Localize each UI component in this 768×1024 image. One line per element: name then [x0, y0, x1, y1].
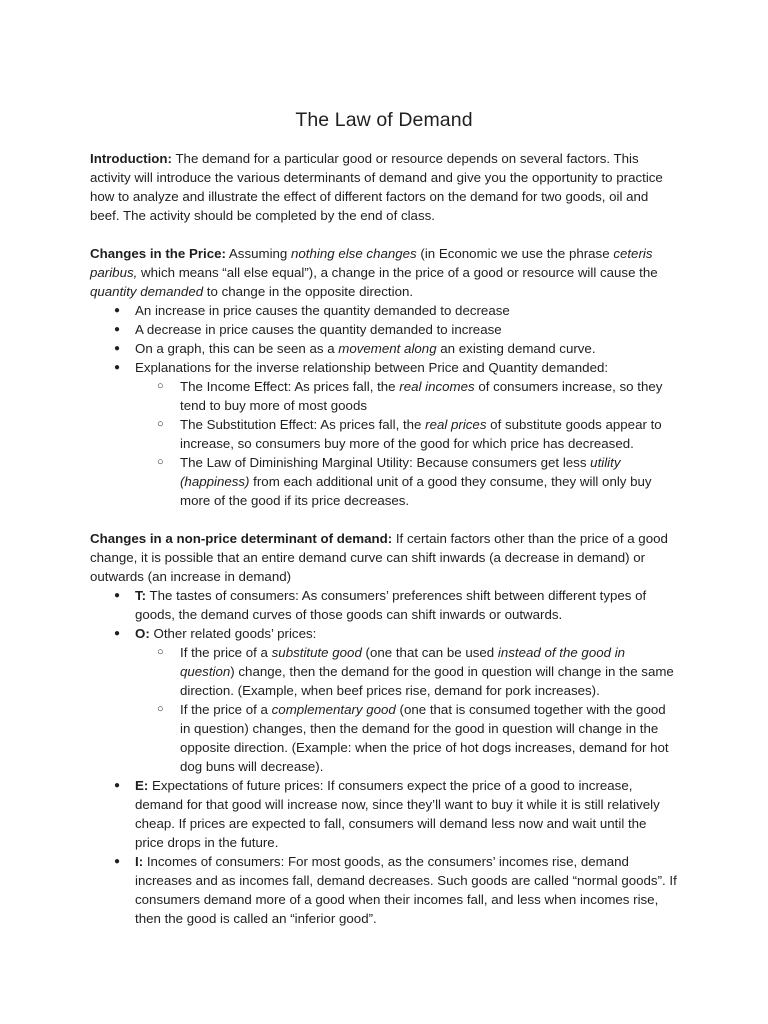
bullet-label: I:: [135, 854, 144, 869]
text-span: Assuming: [225, 246, 292, 261]
list-item-text: A decrease in price causes the quantity demanded to increase: [135, 322, 502, 337]
emphasis-text: movement along: [338, 341, 437, 356]
sub-bullet-list: [135, 643, 678, 776]
list-item-text: ) change, then the demand for the good in question will change in the same direction. (Example, when beef prices rise, demand for pork increases).: [180, 664, 674, 698]
text-span: If certain factors other than the price of a good change, it is possible that an entire demand curve can shift inwards (a decrease in demand) or outwards (an increase in demand): [90, 531, 668, 584]
introduction-paragraph: [90, 149, 678, 225]
sub-list-item: [135, 377, 678, 415]
emphasis-text: real incomes: [399, 379, 475, 394]
page-title: The Law of Demand: [295, 109, 473, 131]
price-changes-section: [90, 244, 678, 510]
sub-bullet-list: [135, 377, 678, 510]
list-item-text: The tastes of consumers: As consumers’ preferences shift between different types of goods, the demand curves of those goods can shift inwards or outwards.: [135, 588, 647, 622]
list-item-text: Explanations for the inverse relationship between Price and Quantity demanded:: [135, 360, 609, 375]
bullet-icon: ●: [114, 343, 121, 354]
list-item-text: The Law of Diminishing Marginal Utility: Because consumers get less: [180, 455, 591, 470]
introduction-label: Introduction:: [90, 151, 172, 166]
list-item-text: The Substitution Effect: As prices fall, the: [180, 417, 426, 432]
list-item-text: (one that is consumed together with the good in question) changes, then the demand for the good in question will change in the opposite direction. (Example: when the price of hot dogs increases, demand for hot dog buns will decrease).: [180, 702, 669, 774]
price-changes-label: Changes in the Price:: [90, 246, 226, 261]
list-item-other-goods: [90, 624, 678, 776]
price-changes-paragraph: [90, 244, 678, 301]
bullet-icon: ●: [114, 305, 121, 316]
emphasis-text: utility (happiness): [180, 455, 621, 489]
text-span: (in Economic we use the phrase: [416, 246, 614, 261]
bullet-label: E:: [135, 778, 149, 793]
list-item-text: Incomes of consumers: For most goods, as the consumers’ incomes rise, demand increases and as incomes fall, demand decreases. Such goods are called “normal goods”. If consumers demand more of a good when their incomes fall, and less when incomes rise, then the good is called an “inferior good”.: [135, 854, 677, 926]
list-item-text: An increase in price causes the quantity demanded to decrease: [135, 303, 510, 318]
bullet-label: O:: [135, 626, 150, 641]
list-item-text: If the price of a: [180, 702, 272, 717]
hollow-bullet-icon: ○: [157, 703, 164, 715]
non-price-determinants-section: [90, 529, 678, 928]
non-price-paragraph: [90, 529, 678, 586]
emphasis-text: nothing else changes: [291, 246, 417, 261]
sub-list-item: [135, 453, 678, 510]
list-item-expectations: [90, 776, 678, 852]
sub-list-item: [135, 643, 678, 700]
bullet-icon: ●: [114, 856, 121, 867]
hollow-bullet-icon: ○: [157, 646, 164, 658]
emphasis-text: ceteris paribus,: [90, 246, 653, 280]
list-item-text: (one that can be used: [361, 645, 498, 660]
introduction-text: The demand for a particular good or resource depends on several factors. This activity will introduce the various determinants of demand and give you the opportunity to practice how to analyze and illustrate the effect of different factors on the demand for two goods, oil and beef. The activity should be completed by the end of class.: [90, 151, 663, 223]
list-item-text: Other related goods’ prices:: [149, 626, 317, 641]
sub-list-item: [135, 700, 678, 776]
list-item-text: On a graph, this can be seen as a: [135, 341, 339, 356]
bullet-icon: ●: [114, 780, 121, 791]
list-item: [90, 339, 678, 358]
list-item-text: Expectations of future prices: If consumers expect the price of a good to increase, demand for that good will increase now, since they’ll want to buy it while it is still relatively cheap. If prices are expected to fall, consumers will demand less now and wait until the price drops in the future.: [135, 778, 660, 850]
list-item-text: If the price of a: [180, 645, 272, 660]
non-price-label: Changes in a non-price determinant of demand:: [90, 531, 393, 546]
emphasis-text: substitute good: [271, 645, 362, 660]
emphasis-text: quantity demanded: [90, 284, 204, 299]
list-item-text: The Income Effect: As prices fall, the: [180, 379, 400, 394]
list-item-text: of consumers increase, so they tend to buy more of most goods: [180, 379, 663, 413]
emphasis-text: instead of the good in question: [180, 645, 626, 679]
list-item-text: of substitute goods appear to increase, so consumers buy more of the good for which price has decreased.: [180, 417, 662, 451]
text-span: to change in the opposite direction.: [203, 284, 414, 299]
bullet-label: T:: [135, 588, 147, 603]
emphasis-text: real prices: [425, 417, 487, 432]
bullet-icon: ●: [114, 324, 121, 335]
sub-list-item: [135, 415, 678, 453]
bullet-icon: ●: [114, 590, 121, 601]
hollow-bullet-icon: ○: [157, 380, 164, 392]
list-item: [90, 358, 678, 510]
list-item: [90, 301, 678, 320]
list-item: [90, 320, 678, 339]
hollow-bullet-icon: ○: [157, 418, 164, 430]
hollow-bullet-icon: ○: [157, 456, 164, 468]
list-item-text: an existing demand curve.: [436, 341, 596, 356]
emphasis-text: complementary good: [271, 702, 396, 717]
bullet-icon: ●: [114, 362, 121, 373]
list-item-incomes: [90, 852, 678, 928]
text-span: which means “all else equal”), a change in the price of a good or resource will cause the: [137, 265, 658, 280]
list-item-text: from each additional unit of a good they consume, they will only buy more of the good if its price decreases.: [180, 474, 652, 508]
toei-bullet-list: [90, 586, 678, 928]
list-item-tastes: [90, 586, 678, 624]
price-bullet-list: [90, 301, 678, 510]
bullet-icon: ●: [114, 628, 121, 639]
